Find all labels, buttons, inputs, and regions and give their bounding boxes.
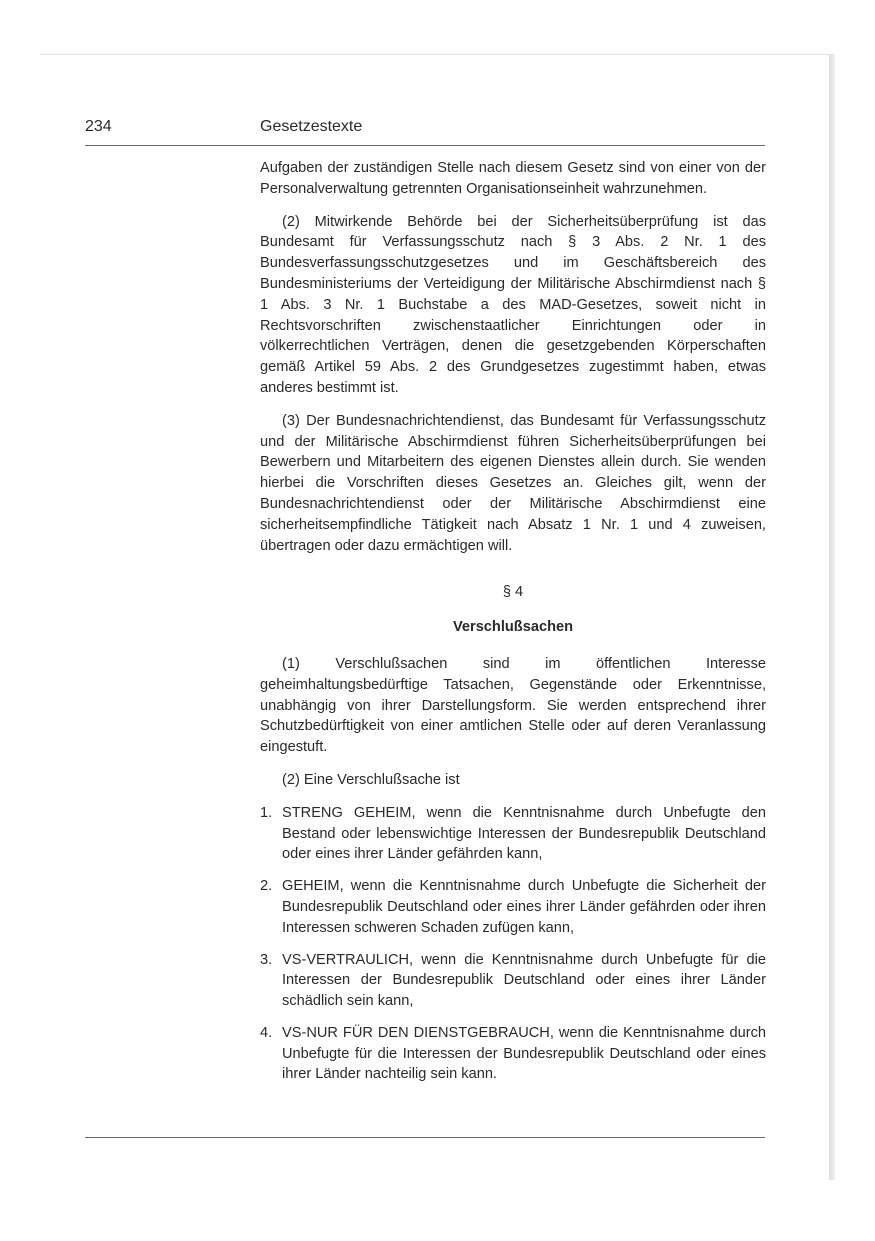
page-binding-shadow (829, 55, 835, 1180)
list-item-text: VS-NUR FÜR DEN DIENSTGEBRAUCH, wenn die Kenntnisnahme durch Unbefugte für die Interessen der Bundesrepublik Deutschland oder eines ihrer Länder nachteilig sein kann. (282, 1024, 766, 1083)
section-paragraph-2: (2) Eine Verschlußsache ist (282, 771, 460, 788)
running-title: Gesetzestexte (260, 118, 363, 135)
classification-list (260, 803, 766, 1086)
footer-rule (85, 1137, 765, 1138)
list-item-number: 3. (260, 951, 273, 968)
list-item-text: VS-VERTRAULICH, wenn die Kenntnisnahme durch Unbefugte für die Interessen der Bundesrepublik Deutschland oder eines ihrer Länder schädlich sein kann, (282, 951, 766, 1010)
paragraph-continuation: Aufgaben der zuständigen Stelle nach diesem Gesetz sind von einer von der Personalverwaltung getrennten Organisationseinheit wahrzunehmen. (260, 160, 766, 197)
paragraph-3: (3) Der Bundesnachrichtendienst, das Bundesamt für Verfassungsschutz und der Militärische Abschirmdienst führen Sicherheitsüberprüfungen bei Bewerbern und Mitarbeitern des eigenen Dienstes allein durch. Sie wenden hierbei die Vorschriften dieses Gesetzes an. Gleiches gilt, wenn der Bundesnachrichtendienst oder der Militärische Abschirmdienst eine sicherheitsempfindliche Tätigkeit nach Absatz 1 Nr. 1 und 4 zuweisen, übertragen oder dazu ermächtigen will. (260, 412, 766, 554)
list-item (260, 950, 766, 1012)
list-item-number: 4. (260, 1024, 273, 1041)
list-item (260, 1023, 766, 1085)
list-item (260, 803, 766, 865)
page-top-edge (40, 54, 835, 55)
section-paragraph-1: (1) Verschlußsachen sind im öffentlichen Interesse geheimhaltungsbedürftige Tatsachen, Gegenstände oder Erkenntnisse, unabhängig von ihrer Darstellungsform. Sie werden entsprechend ihrer Schutzbedürftigkeit von einer amtlichen Stelle oder auf deren Veranlassung eingestuft. (260, 655, 766, 756)
list-item (260, 876, 766, 938)
list-item-text: STRENG GEHEIM, wenn die Kenntnisnahme durch Unbefugte den Bestand oder lebenswichtige Interessen der Bundesrepublik Deutschland oder eines ihrer Länder gefährden kann, (282, 804, 766, 863)
section-number: § 4 (502, 584, 524, 601)
header-rule (85, 145, 765, 146)
list-item-text: GEHEIM, wenn die Kenntnisnahme durch Unbefugte die Sicherheit der Bundesrepublik Deutschland oder eines ihrer Länder gefährden oder ihren Interessen schweren Schaden zufügen kann, (282, 878, 766, 936)
paragraph-2: (2) Mitwirkende Behörde bei der Sicherheitsüberprüfung ist das Bundesamt für Verfassungsschutz nach § 3 Abs. 2 Nr. 1 des Bundesverfassungsschutzgesetzes und im Geschäftsbereich des Bundesministeriums der Verteidigung der Militärische Abschirmdienst nach § 1 Abs. 3 Nr. 1 Buchstabe a des MAD-Gesetzes, soweit nicht in Rechtsvorschriften zwischenstaatlicher Einrichtungen oder in völkerrechtlichen Verträgen, denen die gesetzgebenden Körperschaften gemäß Artikel 59 Abs. 2 des Grundgesetzes zugestimmt haben, etwas anderes bestimmt ist. (260, 213, 766, 396)
page-number: 234 (85, 118, 112, 135)
page-body (260, 158, 766, 1096)
list-item-number: 2. (260, 878, 273, 895)
list-item-number: 1. (260, 804, 273, 821)
section-title: Verschlußsachen (452, 619, 574, 636)
